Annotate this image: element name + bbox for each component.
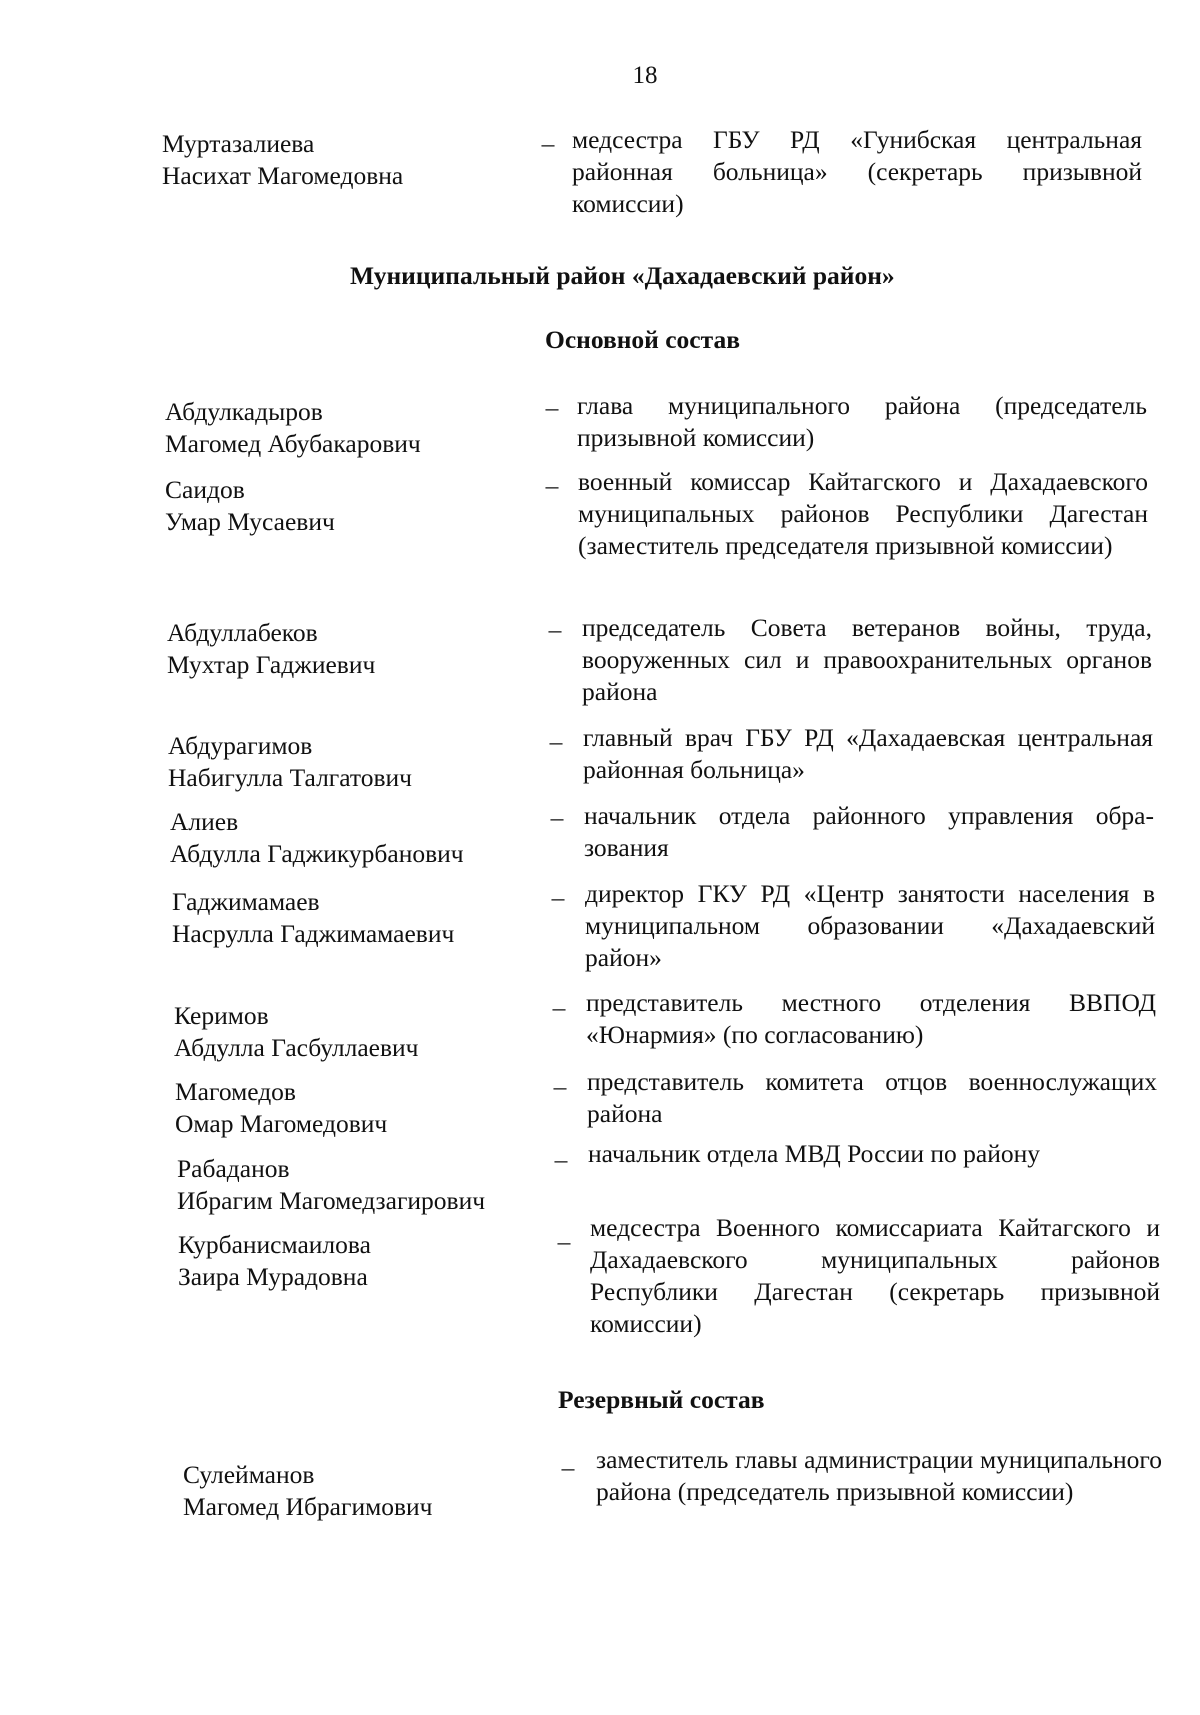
- member-surname: Муртазалиева: [162, 129, 315, 158]
- member-given-names: Омар Магомедович: [175, 1109, 388, 1138]
- member-role: представитель комитета отцов военнослужащих района: [587, 1067, 1157, 1128]
- member-role: военный комиссар Кайтагского и Дахадаевского муниципальных районов Республики Дагестан (заместитель председателя призывной комиссии): [578, 467, 1148, 560]
- member-role: медсестра ГБУ РД «Гунибская центральная районная больница» (секретарь призывной комиссии): [572, 125, 1142, 218]
- member-role: медсестра Военного комиссариата Кайтагского и Дахадаевского муниципальных районов Республики Дагестан (секретарь призывной комиссии): [590, 1213, 1160, 1338]
- dash: –: [557, 1227, 571, 1256]
- member-role: глава муниципального района (председатель призывной комиссии): [577, 391, 1147, 452]
- dash: –: [552, 993, 566, 1022]
- member-name: [183, 1459, 433, 1523]
- member-surname: Гаджимамаев: [172, 887, 320, 916]
- member-name: [165, 474, 335, 538]
- dash: –: [561, 1453, 575, 1482]
- member-given-names: Магомед Ибрагимович: [183, 1492, 433, 1521]
- member-surname: Абдурагимов: [168, 731, 313, 760]
- member-surname: Абдулкадыров: [165, 397, 323, 426]
- member-name: [174, 1000, 419, 1064]
- member-given-names: Ибрагим Магомедзагирович: [177, 1186, 486, 1215]
- member-surname: Магомедов: [175, 1077, 296, 1106]
- member-given-names: Абдулла Гаджикурбанович: [170, 839, 464, 868]
- member-name: [175, 1076, 387, 1140]
- member-name: [167, 617, 375, 681]
- dash: –: [545, 393, 559, 422]
- member-role: начальник отдела МВД России по району: [588, 1139, 1041, 1168]
- dash: –: [550, 803, 564, 832]
- member-given-names: Набигулла Талгатович: [168, 763, 412, 792]
- member-given-names: Абдулла Гасбуллаевич: [174, 1033, 419, 1062]
- member-name: [170, 806, 464, 870]
- district-heading: Муниципальный район «Дахадаевский район»: [350, 261, 895, 290]
- member-name: [162, 128, 403, 192]
- member-given-names: Мухтар Гаджиевич: [167, 650, 376, 679]
- member-role: директор ГКУ РД «Центр занятости населения в муниципальном образовании «Дахадаевский район»: [585, 879, 1155, 972]
- dash: –: [548, 615, 562, 644]
- member-given-names: Насрулла Гаджимамаевич: [172, 919, 455, 948]
- member-role: начальник отдела районного управления образования: [584, 801, 1154, 862]
- member-name: [165, 396, 421, 460]
- member-given-names: Магомед Абубакарович: [165, 429, 421, 458]
- member-surname: Керимов: [174, 1001, 269, 1030]
- member-name: [177, 1153, 485, 1217]
- member-role: представитель местного отделения ВВПОД «Юнармия» (по согласованию): [586, 988, 1156, 1049]
- member-surname: Алиев: [170, 807, 239, 836]
- member-given-names: Насихат Магомедовна: [162, 161, 404, 190]
- member-given-names: Умар Мусаевич: [165, 507, 335, 536]
- member-role: главный врач ГБУ РД «Дахадаевская центральная районная больница»: [583, 723, 1153, 784]
- dash: –: [545, 471, 559, 500]
- main-composition-heading: Основной состав: [545, 325, 740, 354]
- member-surname: Сулейманов: [183, 1460, 315, 1489]
- member-surname: Рабаданов: [177, 1154, 290, 1183]
- member-name: [172, 886, 454, 950]
- dash: –: [551, 883, 565, 912]
- member-name: [178, 1229, 371, 1293]
- dash: –: [553, 1072, 567, 1101]
- dash: –: [549, 727, 563, 756]
- reserve-composition-heading: Резервный состав: [558, 1385, 765, 1414]
- member-name: [168, 730, 412, 794]
- member-given-names: Заира Мурадовна: [178, 1262, 368, 1291]
- member-surname: Курбанисмаилова: [178, 1230, 371, 1259]
- member-surname: Абдуллабеков: [167, 618, 318, 647]
- dash: –: [554, 1145, 568, 1174]
- member-role: председатель Совета ветеранов войны, труда, вооруженных сил и правоохранительных органов района: [582, 613, 1152, 706]
- member-role: заместитель главы администрации муниципального района (председатель призывной комиссии): [596, 1445, 1162, 1506]
- member-surname: Саидов: [165, 475, 245, 504]
- page-number: 18: [632, 62, 658, 89]
- dash: –: [541, 129, 555, 158]
